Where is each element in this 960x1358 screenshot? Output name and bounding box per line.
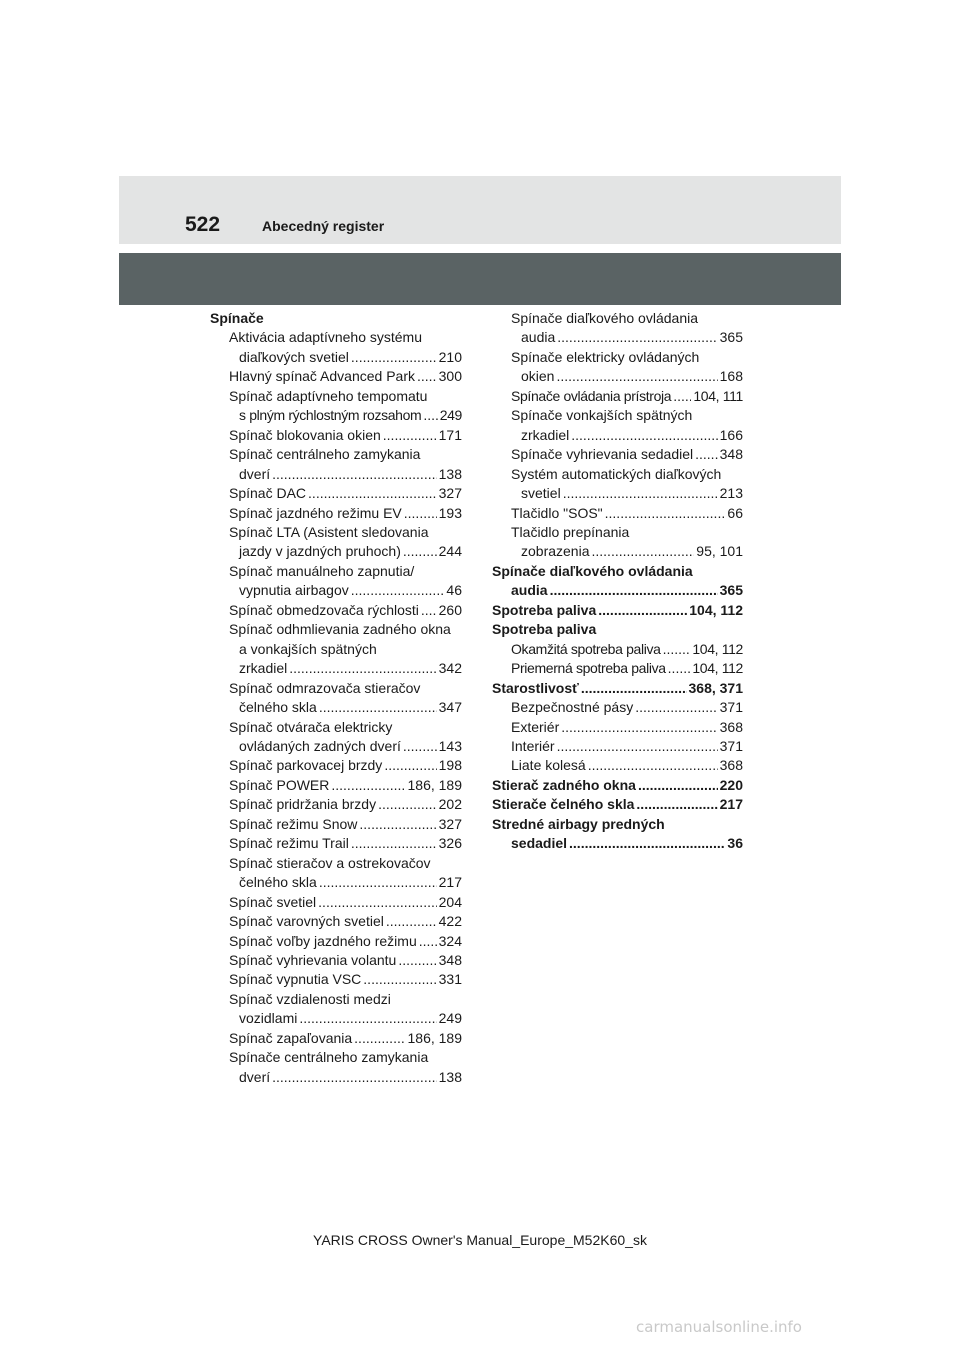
index-entry — [210, 1029, 462, 1048]
index-entry-page[interactable]: 213 — [719, 485, 743, 502]
index-entry — [210, 854, 462, 873]
index-entry — [492, 562, 743, 581]
index-entry-text: diaľkových svetiel — [239, 348, 351, 367]
index-entry — [210, 348, 462, 367]
index-entry-text: Spínač POWER — [229, 776, 331, 795]
index-entry-page[interactable]: 104, 111 — [693, 387, 743, 404]
index-entry-text: zrkadiel — [521, 426, 571, 445]
index-entry — [210, 990, 462, 1009]
index-entry-text: Liate kolesá — [511, 756, 588, 775]
index-entry-text: Spínač stieračov a ostrekovačov — [229, 854, 431, 871]
index-entry — [492, 737, 743, 756]
index-entry — [210, 737, 462, 756]
index-entry-page[interactable]: 348 — [719, 446, 743, 463]
index-entry-page[interactable]: 331 — [438, 971, 462, 988]
index-entry — [492, 387, 743, 406]
index-entry-page[interactable]: 202 — [438, 796, 462, 813]
dot-leader — [556, 367, 717, 386]
index-entry — [210, 426, 462, 445]
index-entry-text: Spínač vzdialenosti medzi — [229, 990, 391, 1007]
dot-leader — [588, 756, 718, 775]
dot-leader — [598, 601, 687, 620]
index-entry — [492, 504, 743, 523]
index-entry-page[interactable]: 66 — [727, 504, 743, 521]
index-entry-text: Spínač režimu Trail — [229, 834, 351, 853]
index-entry — [492, 698, 743, 717]
dot-leader — [569, 834, 725, 853]
index-entry — [210, 932, 462, 951]
index-entry — [210, 367, 462, 386]
index-entry — [210, 698, 462, 717]
index-entry — [492, 309, 743, 328]
dot-leader — [403, 542, 437, 561]
index-entry — [492, 465, 743, 484]
index-column-left — [210, 309, 462, 1087]
index-entry-page[interactable]: 186, 189 — [407, 1029, 462, 1046]
index-entry — [492, 406, 743, 425]
index-entry-page[interactable]: 138 — [438, 465, 462, 482]
dot-leader — [384, 756, 436, 775]
index-entry-text: Tlačidlo prepínania — [511, 523, 630, 540]
index-entry — [210, 834, 462, 853]
index-entry — [210, 465, 462, 484]
index-entry-text: Priemerná spotreba paliva — [511, 659, 668, 678]
index-entry — [210, 328, 462, 347]
dot-leader — [581, 679, 687, 698]
index-entry — [492, 348, 743, 367]
index-entry-text: Okamžitá spotreba paliva — [511, 640, 663, 659]
index-entry-text: ovládaných zadných dverí — [239, 737, 403, 756]
index-entry-text: Spotreba paliva — [492, 601, 598, 620]
index-entry-text: Interiér — [511, 737, 557, 756]
index-entry-page[interactable]: 347 — [438, 699, 462, 716]
index-entry — [210, 1009, 462, 1028]
index-entry-text: Spínač režimu Snow — [229, 815, 359, 834]
index-entry — [492, 367, 743, 386]
index-entry — [210, 601, 462, 620]
index-entry-page[interactable]: 348 — [438, 951, 462, 968]
index-entry-page[interactable]: 249 — [439, 407, 462, 424]
index-entry — [492, 426, 743, 445]
index-entry-page[interactable]: 36 — [727, 835, 743, 852]
dot-leader — [563, 484, 718, 503]
index-entry-text: jazdy v jazdných pruhoch) — [239, 542, 403, 561]
dot-leader — [363, 970, 436, 989]
dot-leader — [605, 504, 726, 523]
index-entry-text: s plným rýchlostným rozsahom — [239, 406, 423, 425]
index-entry-text: Spínač odhmlievania zadného okna — [229, 621, 451, 638]
dot-leader — [289, 659, 436, 678]
index-entry — [210, 445, 462, 464]
index-entry-text: Spínač voľby jazdného režimu — [229, 932, 419, 951]
index-entry-text: Spínače ovládania prístroja — [511, 387, 673, 406]
index-entry-page[interactable]: 422 — [438, 913, 462, 930]
index-entry-page[interactable]: 143 — [438, 737, 462, 754]
index-entry-text: audia — [511, 581, 550, 600]
index-entry-page[interactable]: 300 — [438, 368, 462, 385]
index-entry-text: Aktivácia adaptívneho systému — [229, 329, 422, 346]
dot-leader — [398, 951, 436, 970]
dot-leader — [319, 698, 437, 717]
index-entry-page[interactable]: 249 — [438, 1010, 462, 1027]
index-entry-page[interactable]: 365 — [719, 329, 743, 346]
index-entry-page[interactable]: 217 — [719, 796, 743, 813]
dot-leader — [403, 737, 437, 756]
index-entry — [210, 1048, 462, 1067]
index-entry-text: sedadiel — [511, 834, 569, 853]
index-entry-page[interactable]: 198 — [438, 757, 462, 774]
index-entry-page[interactable]: 368, 371 — [688, 679, 743, 696]
index-entry-text: Spínače vonkajších spätných — [511, 407, 693, 424]
index-entry — [210, 387, 462, 406]
index-entry — [492, 795, 743, 814]
index-entry-page[interactable]: 168 — [719, 368, 743, 385]
index-entry-page[interactable]: 186, 189 — [407, 776, 462, 793]
index-entry — [210, 640, 462, 659]
index-entry — [492, 834, 743, 853]
index-entry — [210, 970, 462, 989]
index-entry — [210, 756, 462, 775]
dot-leader — [561, 718, 717, 737]
index-entry-text: Spínač svetiel — [229, 893, 318, 912]
index-entry-page[interactable]: 244 — [438, 543, 462, 560]
index-entry — [210, 815, 462, 834]
header-band — [119, 176, 841, 244]
dot-leader — [359, 815, 436, 834]
dot-leader — [635, 698, 717, 717]
index-entry-text: Bezpečnostné pásy — [511, 698, 635, 717]
index-entry-page[interactable]: 166 — [719, 426, 743, 443]
index-entry-page[interactable]: 220 — [719, 776, 743, 793]
index-entry — [492, 679, 743, 698]
index-entry-page[interactable]: 217 — [438, 874, 462, 891]
index-entry-text: vozidlami — [239, 1009, 299, 1028]
index-entry — [492, 620, 743, 639]
index-entry-page[interactable]: 104, 112 — [692, 640, 743, 657]
index-entry-text: Stredné airbagy predných — [492, 815, 665, 832]
section-tab-band — [119, 253, 841, 305]
dot-leader — [299, 1009, 436, 1028]
index-entry-page[interactable]: 95, 101 — [696, 543, 743, 560]
index-entry — [492, 815, 743, 834]
index-entry-text: dverí — [239, 1068, 272, 1087]
dot-leader — [423, 406, 437, 425]
dot-leader — [668, 659, 691, 678]
dot-leader — [550, 581, 718, 600]
dot-leader — [417, 367, 437, 386]
index-entry-text: svetiel — [521, 484, 563, 503]
dot-leader — [592, 542, 695, 561]
index-entry — [210, 562, 462, 581]
index-entry-text: Spínač centrálneho zamykania — [229, 446, 421, 463]
index-entry-text: Spínač parkovacej brzdy — [229, 756, 384, 775]
index-entry-text: Spínače centrálneho zamykania — [229, 1049, 429, 1066]
index-entry-page[interactable]: 104, 112 — [689, 601, 743, 618]
index-entry-text: Spínač vypnutia VSC — [229, 970, 363, 989]
index-entry-text: Tlačidlo "SOS" — [511, 504, 605, 523]
index-entry — [210, 581, 462, 600]
index-entry — [210, 873, 462, 892]
index-entry — [210, 620, 462, 639]
index-entry — [492, 756, 743, 775]
dot-leader — [557, 328, 717, 347]
index-entry — [492, 445, 743, 464]
index-entry-text: čelného skla — [239, 698, 319, 717]
dot-leader — [557, 737, 718, 756]
index-entry-page[interactable]: 371 — [719, 737, 743, 754]
dot-leader — [636, 795, 717, 814]
dot-leader — [419, 932, 437, 951]
index-entry — [210, 406, 462, 425]
index-entry-text: Spínač LTA (Asistent sledovania — [229, 523, 429, 540]
index-entry-text: Spínač blokovania okien — [229, 426, 383, 445]
dot-leader — [695, 445, 718, 464]
dot-leader — [272, 1068, 437, 1087]
dot-leader — [319, 873, 437, 892]
index-entry-text: audia — [521, 328, 557, 347]
index-entry — [492, 328, 743, 347]
watermark: carmanualsonline.info — [636, 1318, 802, 1336]
index-entry-page[interactable]: 342 — [438, 660, 462, 677]
index-entry — [492, 523, 743, 542]
index-entry-page[interactable]: 46 — [446, 582, 462, 599]
index-entry-text: vypnutia airbagov — [239, 581, 351, 600]
footer-doc-id: YARIS CROSS Owner's Manual_Europe_M52K60_sk — [313, 1232, 647, 1248]
index-entry — [492, 484, 743, 503]
dot-leader — [638, 776, 718, 795]
dot-leader — [351, 581, 445, 600]
index-entry — [210, 718, 462, 737]
index-entry-text: a vonkajších spätných — [239, 640, 377, 657]
index-entry — [492, 776, 743, 795]
index-entry-page[interactable]: 368 — [719, 757, 743, 774]
index-entry-page[interactable]: 171 — [438, 426, 462, 443]
index-entry-text: Spínač DAC — [229, 484, 308, 503]
index-entry-page[interactable]: 365 — [719, 582, 743, 599]
dot-leader — [308, 484, 437, 503]
index-column-right — [492, 309, 743, 854]
index-entry-text: čelného skla — [239, 873, 319, 892]
index-entry — [210, 523, 462, 542]
index-entry-text: Spínače vyhrievania sedadiel — [511, 445, 695, 464]
index-entry-text: Spínače diaľkového ovládania — [492, 562, 693, 579]
index-entry — [492, 640, 743, 659]
dot-leader — [331, 776, 405, 795]
index-entry-text: Systém automatických diaľkových — [511, 465, 722, 482]
index-entry-text: Spínač manuálneho zapnutia/ — [229, 562, 415, 579]
index-entry-text: Spínače — [210, 310, 264, 326]
dot-leader — [378, 795, 437, 814]
index-entry-page[interactable]: 327 — [438, 815, 462, 832]
page-number: 522 — [185, 213, 221, 236]
dot-leader — [673, 387, 691, 406]
index-entry-text: Spínač obmedzovača rýchlosti — [229, 601, 421, 620]
index-entry — [210, 504, 462, 523]
index-entry-text: Starostlivosť — [492, 679, 581, 698]
index-entry — [492, 718, 743, 737]
index-entry-text: Spínač zapaľovania — [229, 1029, 354, 1048]
index-entry — [210, 776, 462, 795]
index-entry-page[interactable]: 260 — [438, 601, 462, 618]
index-entry-page[interactable]: 138 — [438, 1068, 462, 1085]
index-entry-text: Stierač zadného okna — [492, 776, 638, 795]
index-entry-text: zobrazenia — [521, 542, 592, 561]
index-entry-text: zrkadiel — [239, 659, 289, 678]
index-entry-text: Spínač odmrazovača stieračov — [229, 679, 421, 696]
dot-leader — [386, 912, 437, 931]
dot-leader — [351, 348, 437, 367]
index-entry-page[interactable]: 326 — [438, 835, 462, 852]
index-entry-text: Spínače diaľkového ovládania — [511, 310, 698, 326]
index-entry-text: Spotreba paliva — [492, 621, 597, 638]
index-entry — [492, 601, 743, 620]
dot-leader — [351, 834, 437, 853]
index-entry — [210, 1068, 462, 1087]
dot-leader — [272, 465, 437, 484]
index-entry — [210, 542, 462, 561]
index-entry-text: Spínač varovných svetiel — [229, 912, 386, 931]
index-entry-text: dverí — [239, 465, 272, 484]
index-entry-text: Spínač pridržania brzdy — [229, 795, 378, 814]
dot-leader — [404, 504, 437, 523]
index-entry — [210, 679, 462, 698]
index-entry-text: Stierače čelného skla — [492, 795, 636, 814]
index-entry-page[interactable]: 204 — [438, 893, 462, 910]
index-entry — [492, 542, 743, 561]
dot-leader — [383, 426, 437, 445]
index-entry-page[interactable]: 327 — [438, 485, 462, 502]
index-entry — [210, 659, 462, 678]
index-entry-text: Spínač otvárača elektricky — [229, 718, 393, 735]
dot-leader — [354, 1029, 405, 1048]
dot-leader — [663, 640, 691, 659]
index-entry-text: Hlavný spínač Advanced Park — [229, 367, 417, 386]
index-entry-page[interactable]: 210 — [438, 348, 462, 365]
index-entry — [492, 581, 743, 600]
index-entry — [210, 795, 462, 814]
index-entry — [492, 659, 743, 678]
index-entry-text: Spínač vyhrievania volantu — [229, 951, 398, 970]
index-entry-page[interactable]: 193 — [438, 504, 462, 521]
index-entry-page[interactable]: 324 — [438, 932, 462, 949]
index-entry — [210, 912, 462, 931]
index-entry-text: Spínače elektricky ovládaných — [511, 348, 700, 365]
index-entry-page[interactable]: 371 — [719, 699, 743, 716]
index-entry-text: okien — [521, 367, 556, 386]
index-entry-page[interactable]: 368 — [719, 718, 743, 735]
dot-leader — [571, 426, 717, 445]
index-entry-text: Spínač jazdného režimu EV — [229, 504, 404, 523]
index-entry — [210, 309, 462, 328]
dot-leader — [318, 893, 436, 912]
index-entry-text: Spínač adaptívneho tempomatu — [229, 387, 428, 404]
dot-leader — [421, 601, 437, 620]
index-entry — [210, 951, 462, 970]
index-entry — [210, 484, 462, 503]
index-entry — [210, 893, 462, 912]
section-title: Abecedný register — [262, 218, 385, 234]
index-entry-page[interactable]: 104, 112 — [692, 660, 743, 677]
index-entry-text: Exteriér — [511, 718, 561, 737]
